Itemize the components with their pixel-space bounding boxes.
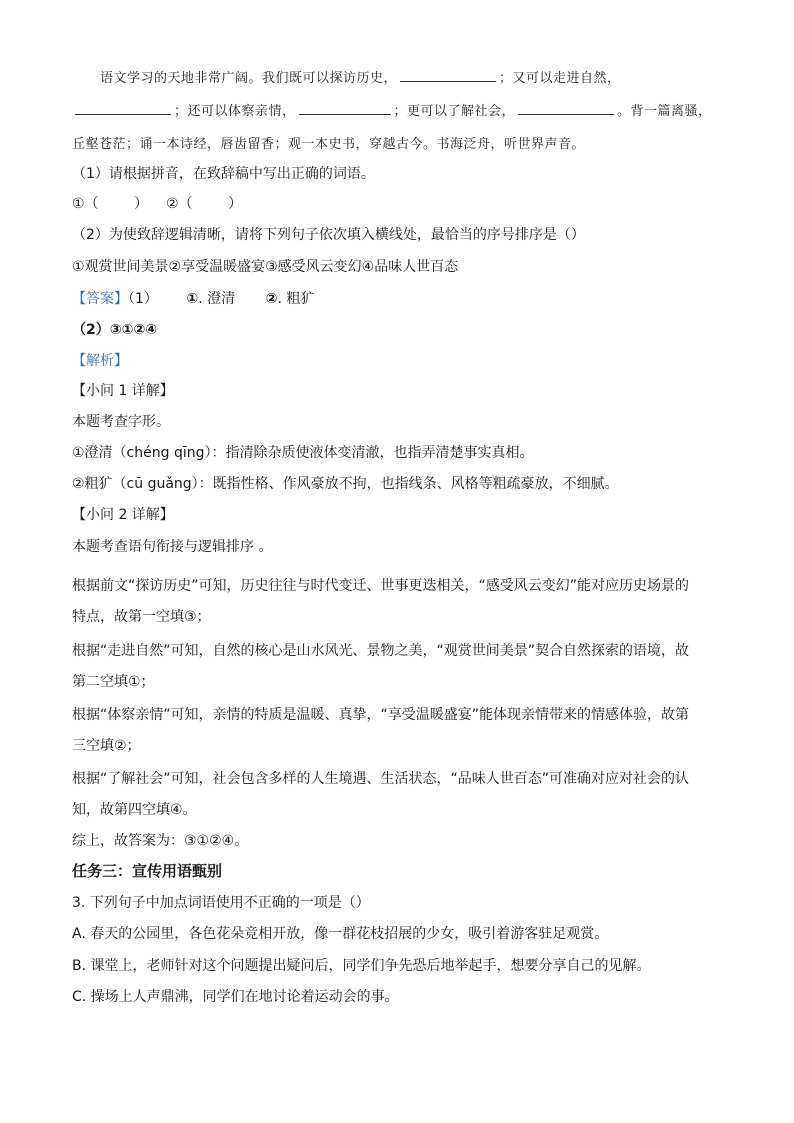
q3-option-c: C. 操场上人声鼎沸，同学们在地讨论着运动会的事。 [72, 989, 399, 1005]
passage-text: 。背一篇离骚， [617, 104, 712, 119]
q2-options: ①观赏世间美景②享受温暖盛宴③感受风云变幻④品味人世百态 [72, 259, 459, 275]
answer-1-text: . 澄清 [198, 291, 236, 307]
reason-4b: 知，故第四空填④。 [72, 802, 197, 818]
reason-4a: 根据“了解社会”可知，社会包含多样的人生境遇、生活状态，“品味人世百态”可准确对应对社会的认 [72, 771, 690, 787]
q2-prompt: （2）为使致辞逻辑清晰，请将下列句子依次填入横线处，最恰当的序号排序是（） [72, 227, 585, 243]
analysis-summary: 综上，故答案为：③①②④。 [72, 833, 249, 849]
answer-1-number: ① [186, 291, 199, 307]
blank-1 [400, 67, 496, 82]
q3-option-b: B. 课堂上，老师针对这个问题提出疑问后，同学们争先恐后地举起手，想要分享自己的见解。 [72, 958, 651, 974]
passage-text: 语文学习的天地非常广阔。我们既可以探访历史， [100, 71, 398, 86]
analysis-tag: 【解析】 [72, 353, 128, 369]
reason-1a: 根据前文“探访历史”可知，历史往往与时代变迁、世事更迭相关，“感受风云变幻”能对应历史场景的 [72, 578, 690, 594]
q1-blanks: ①（ ） ②（ ） [72, 196, 243, 212]
sub1-line-2: ②粗犷（cū guǎng）：既指性格、作风豪放不拘，也指线条、风格等粗疏豪放，不细腻。 [72, 476, 619, 492]
sub2-title: 【小问 2 详解】 [72, 507, 174, 523]
reason-1b: 特点，故第一空填③； [72, 609, 211, 625]
passage-text: ；还可以体察亲情， [174, 104, 296, 119]
q1-prompt: （1）请根据拼音，在致辞稿中写出正确的词语。 [72, 166, 375, 182]
passage-line-2 [72, 100, 712, 119]
sub2-intro: 本题考查语句衔接与逻辑排序 。 [72, 539, 273, 555]
reason-2a: 根据“走进自然”可知，自然的核心是山水风光、景物之美，“观赏世间美景”契合自然探索的语境，故 [72, 643, 690, 659]
blank-3 [299, 100, 391, 115]
passage-line-3: 丘壑苍茫；诵一本诗经，唇齿留香；观一本史书，穿越古今。书海泛舟，听世界声音。 [72, 137, 586, 152]
answer-line-1 [72, 288, 314, 308]
sub1-title: 【小问 1 详解】 [72, 383, 174, 399]
passage-text: ；更可以了解社会， [393, 104, 516, 119]
q3-option-a: A. 春天的公园里，各色花朵竞相开放，像一群花枝招展的少女，吸引着游客驻足观赏。 [72, 926, 609, 942]
passage-line-1 [100, 67, 621, 86]
reason-3b: 三空填②； [72, 738, 141, 754]
answer-part1-prefix: （1） [128, 291, 158, 307]
reason-3a: 根据“体察亲情”可知，亲情的特质是温暖、真挚，“享受温暖盛宴”能体现亲情带来的情感体验，故第 [72, 707, 690, 723]
q3-prompt: 3. 下列句子中加点词语使用不正确的一项是（） [72, 895, 370, 911]
answer-2-text: . 粗犷 [277, 291, 315, 307]
blank-2 [75, 100, 171, 115]
sub1-intro: 本题考查字形。 [72, 414, 170, 430]
answer-tag: 【答案】 [72, 291, 128, 307]
blank-4 [518, 100, 614, 115]
passage-text: ；又可以走进自然， [499, 71, 621, 86]
sub1-line-1: ①澄清（chéng qīng）：指清除杂质使液体变清澈，也指弄清楚事实真相。 [72, 445, 534, 461]
task3-heading: 任务三：宣传用语甄别 [72, 862, 223, 880]
answer-line-2: （2）③①②④ [72, 322, 158, 338]
reason-2b: 第二空填①； [72, 674, 155, 690]
answer-2-number: ② [265, 291, 278, 307]
